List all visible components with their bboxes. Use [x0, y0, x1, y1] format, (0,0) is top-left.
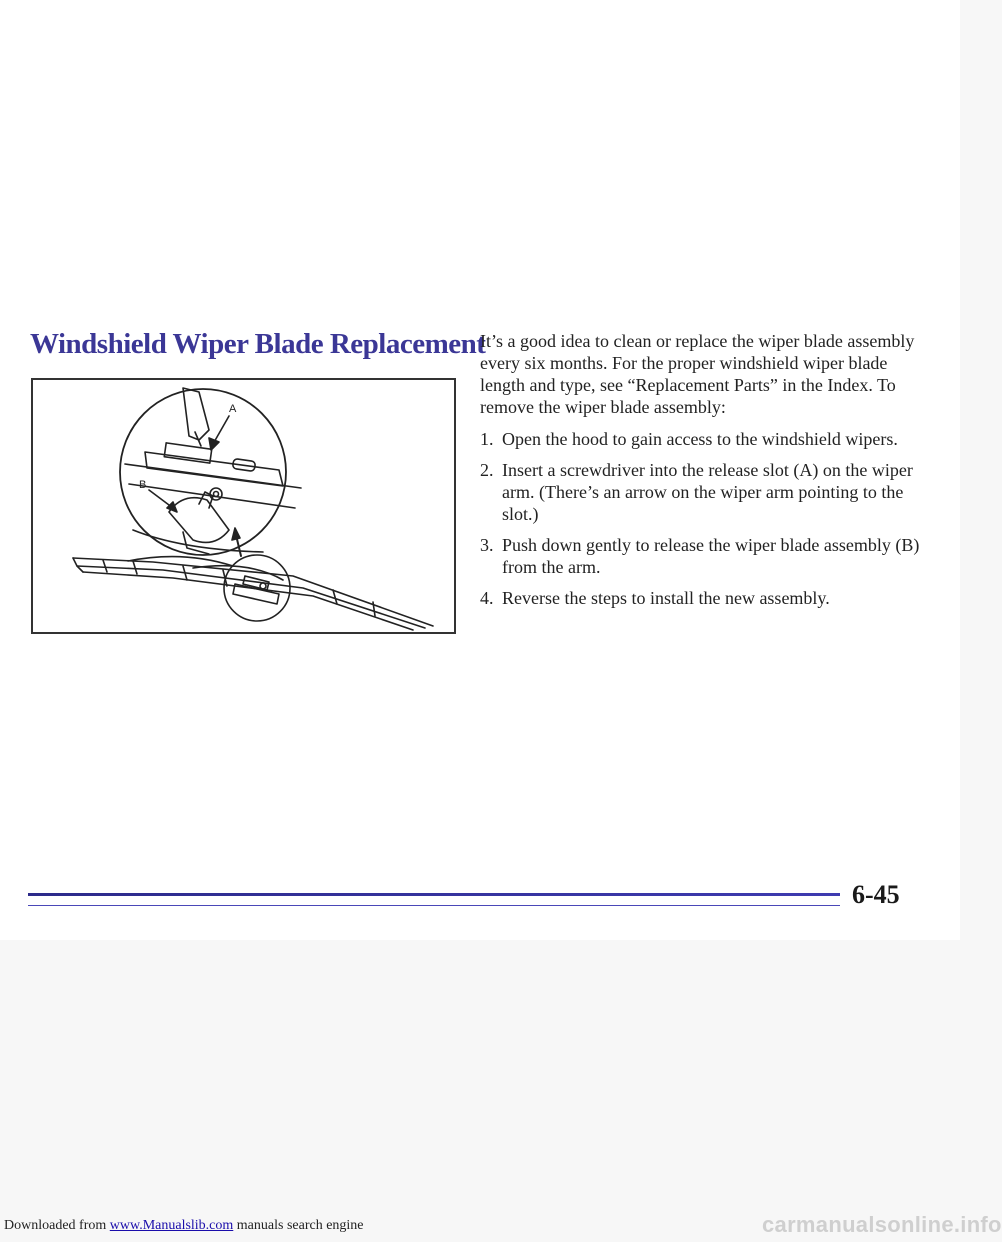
- page-number: 6-45: [852, 880, 900, 909]
- footer-rule-thick: [28, 893, 840, 896]
- wiper-blade-illustration: [31, 378, 456, 634]
- step-text: Push down gently to release the wiper blade assembly (B) from the arm.: [502, 535, 920, 577]
- step-item: [480, 459, 930, 525]
- step-text: Open the hood to gain access to the windshield wipers.: [502, 429, 898, 449]
- step-text: Reverse the steps to install the new assembly.: [502, 588, 830, 608]
- download-prefix: Downloaded from: [4, 1218, 110, 1233]
- step-number: 4.: [480, 588, 494, 608]
- manualslib-link[interactable]: www.Manualslib.com: [109, 1218, 234, 1233]
- wiper-diagram: [33, 380, 454, 632]
- step-item: [480, 534, 930, 578]
- figure-label-b: B: [139, 479, 147, 491]
- footer-rule-thin: [28, 905, 840, 906]
- step-number: 3.: [480, 535, 494, 555]
- step-text: Insert a screwdriver into the release slot (A) on the wiper arm. (There’s an arrow on the wiper arm pointing to the slot.): [502, 460, 913, 524]
- download-suffix: manuals search engine: [233, 1218, 364, 1233]
- download-notice: [4, 1218, 364, 1234]
- step-number: 1.: [480, 429, 494, 449]
- page-title: Windshield Wiper Blade Replacement: [30, 328, 486, 360]
- steps-list: [480, 428, 930, 609]
- step-item: [480, 587, 930, 609]
- instructions-column: [480, 330, 930, 618]
- intro-paragraph: It’s a good idea to clean or replace the wiper blade assembly every six months. For the proper windshield wiper blade length and type, see “Replacement Parts” in the Index. To remove the wiper blade assembly:: [480, 331, 915, 417]
- figure-label-a: A: [229, 403, 237, 415]
- step-number: 2.: [480, 460, 494, 480]
- step-item: [480, 428, 930, 450]
- watermark-text: carmanualsonline.info: [762, 1212, 1002, 1237]
